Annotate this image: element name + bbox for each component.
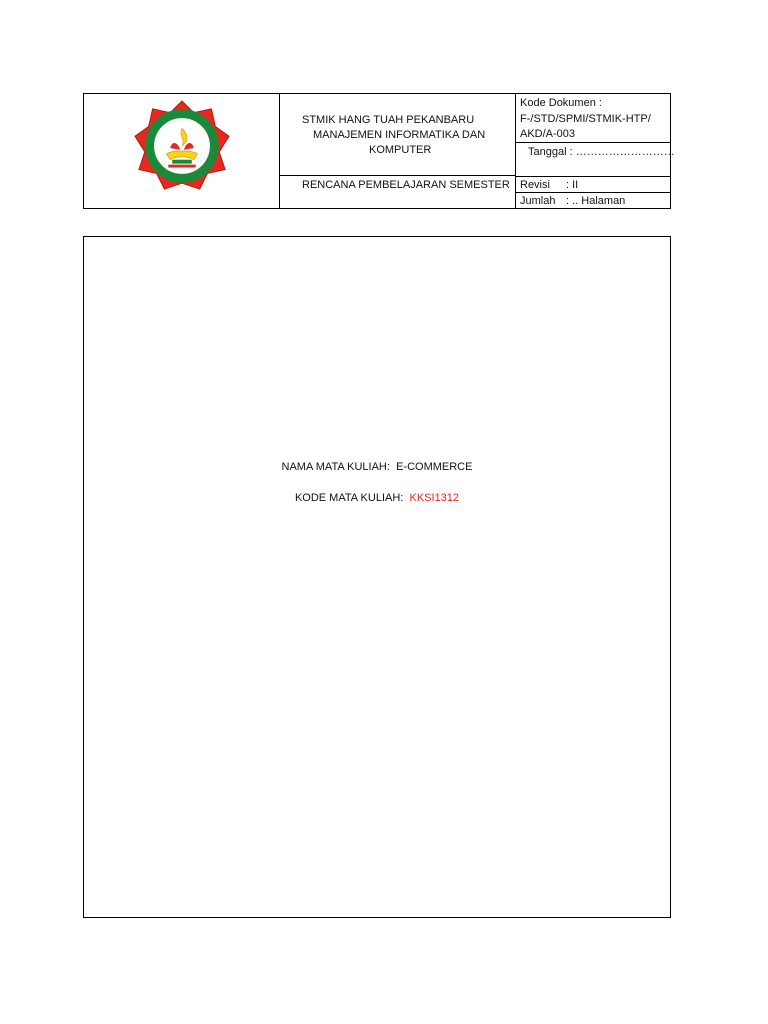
course-name-label: NAMA MATA KULIAH: (281, 461, 390, 473)
document-type-cell (280, 176, 516, 208)
institution-logo (133, 99, 231, 193)
kode-dokumen-value-2: AKD/A-003 (520, 128, 576, 140)
institution-name-line-1: STMIK HANG TUAH PEKANBARU (302, 114, 475, 126)
institution-name-line-2: MANAJEMEN INFORMATIKA DAN (313, 129, 486, 141)
logo-cell (84, 94, 280, 208)
tanggal-field: Tanggal : ……………………… (528, 146, 675, 158)
meta-divider (516, 176, 670, 177)
jumlah-value: : .. Halaman (566, 195, 626, 207)
document-header-table (83, 93, 675, 209)
document-type: RENCANA PEMBELAJARAN SEMESTER (302, 179, 510, 191)
institution-name-line-3: KOMPUTER (369, 144, 432, 156)
document-meta-cell (516, 94, 675, 208)
institution-title-cell (280, 94, 516, 176)
course-name-line (84, 460, 670, 474)
course-info-box (83, 236, 671, 918)
course-code-line (84, 491, 670, 505)
course-code-label: KODE MATA KULIAH: (294, 492, 404, 504)
course-name-value: E-COMMERCE (396, 461, 473, 473)
course-code-value: KKSI1312 (409, 492, 460, 504)
revisi-label: Revisi (520, 179, 550, 191)
meta-divider (516, 142, 670, 143)
kode-dokumen-value-1: F-/STD/SPMI/STMIK-HTP/ (520, 113, 651, 125)
kode-dokumen-label: Kode Dokumen : (520, 97, 602, 109)
revisi-value: : II (566, 179, 579, 191)
jumlah-label: Jumlah (520, 195, 556, 207)
meta-divider (516, 192, 670, 193)
